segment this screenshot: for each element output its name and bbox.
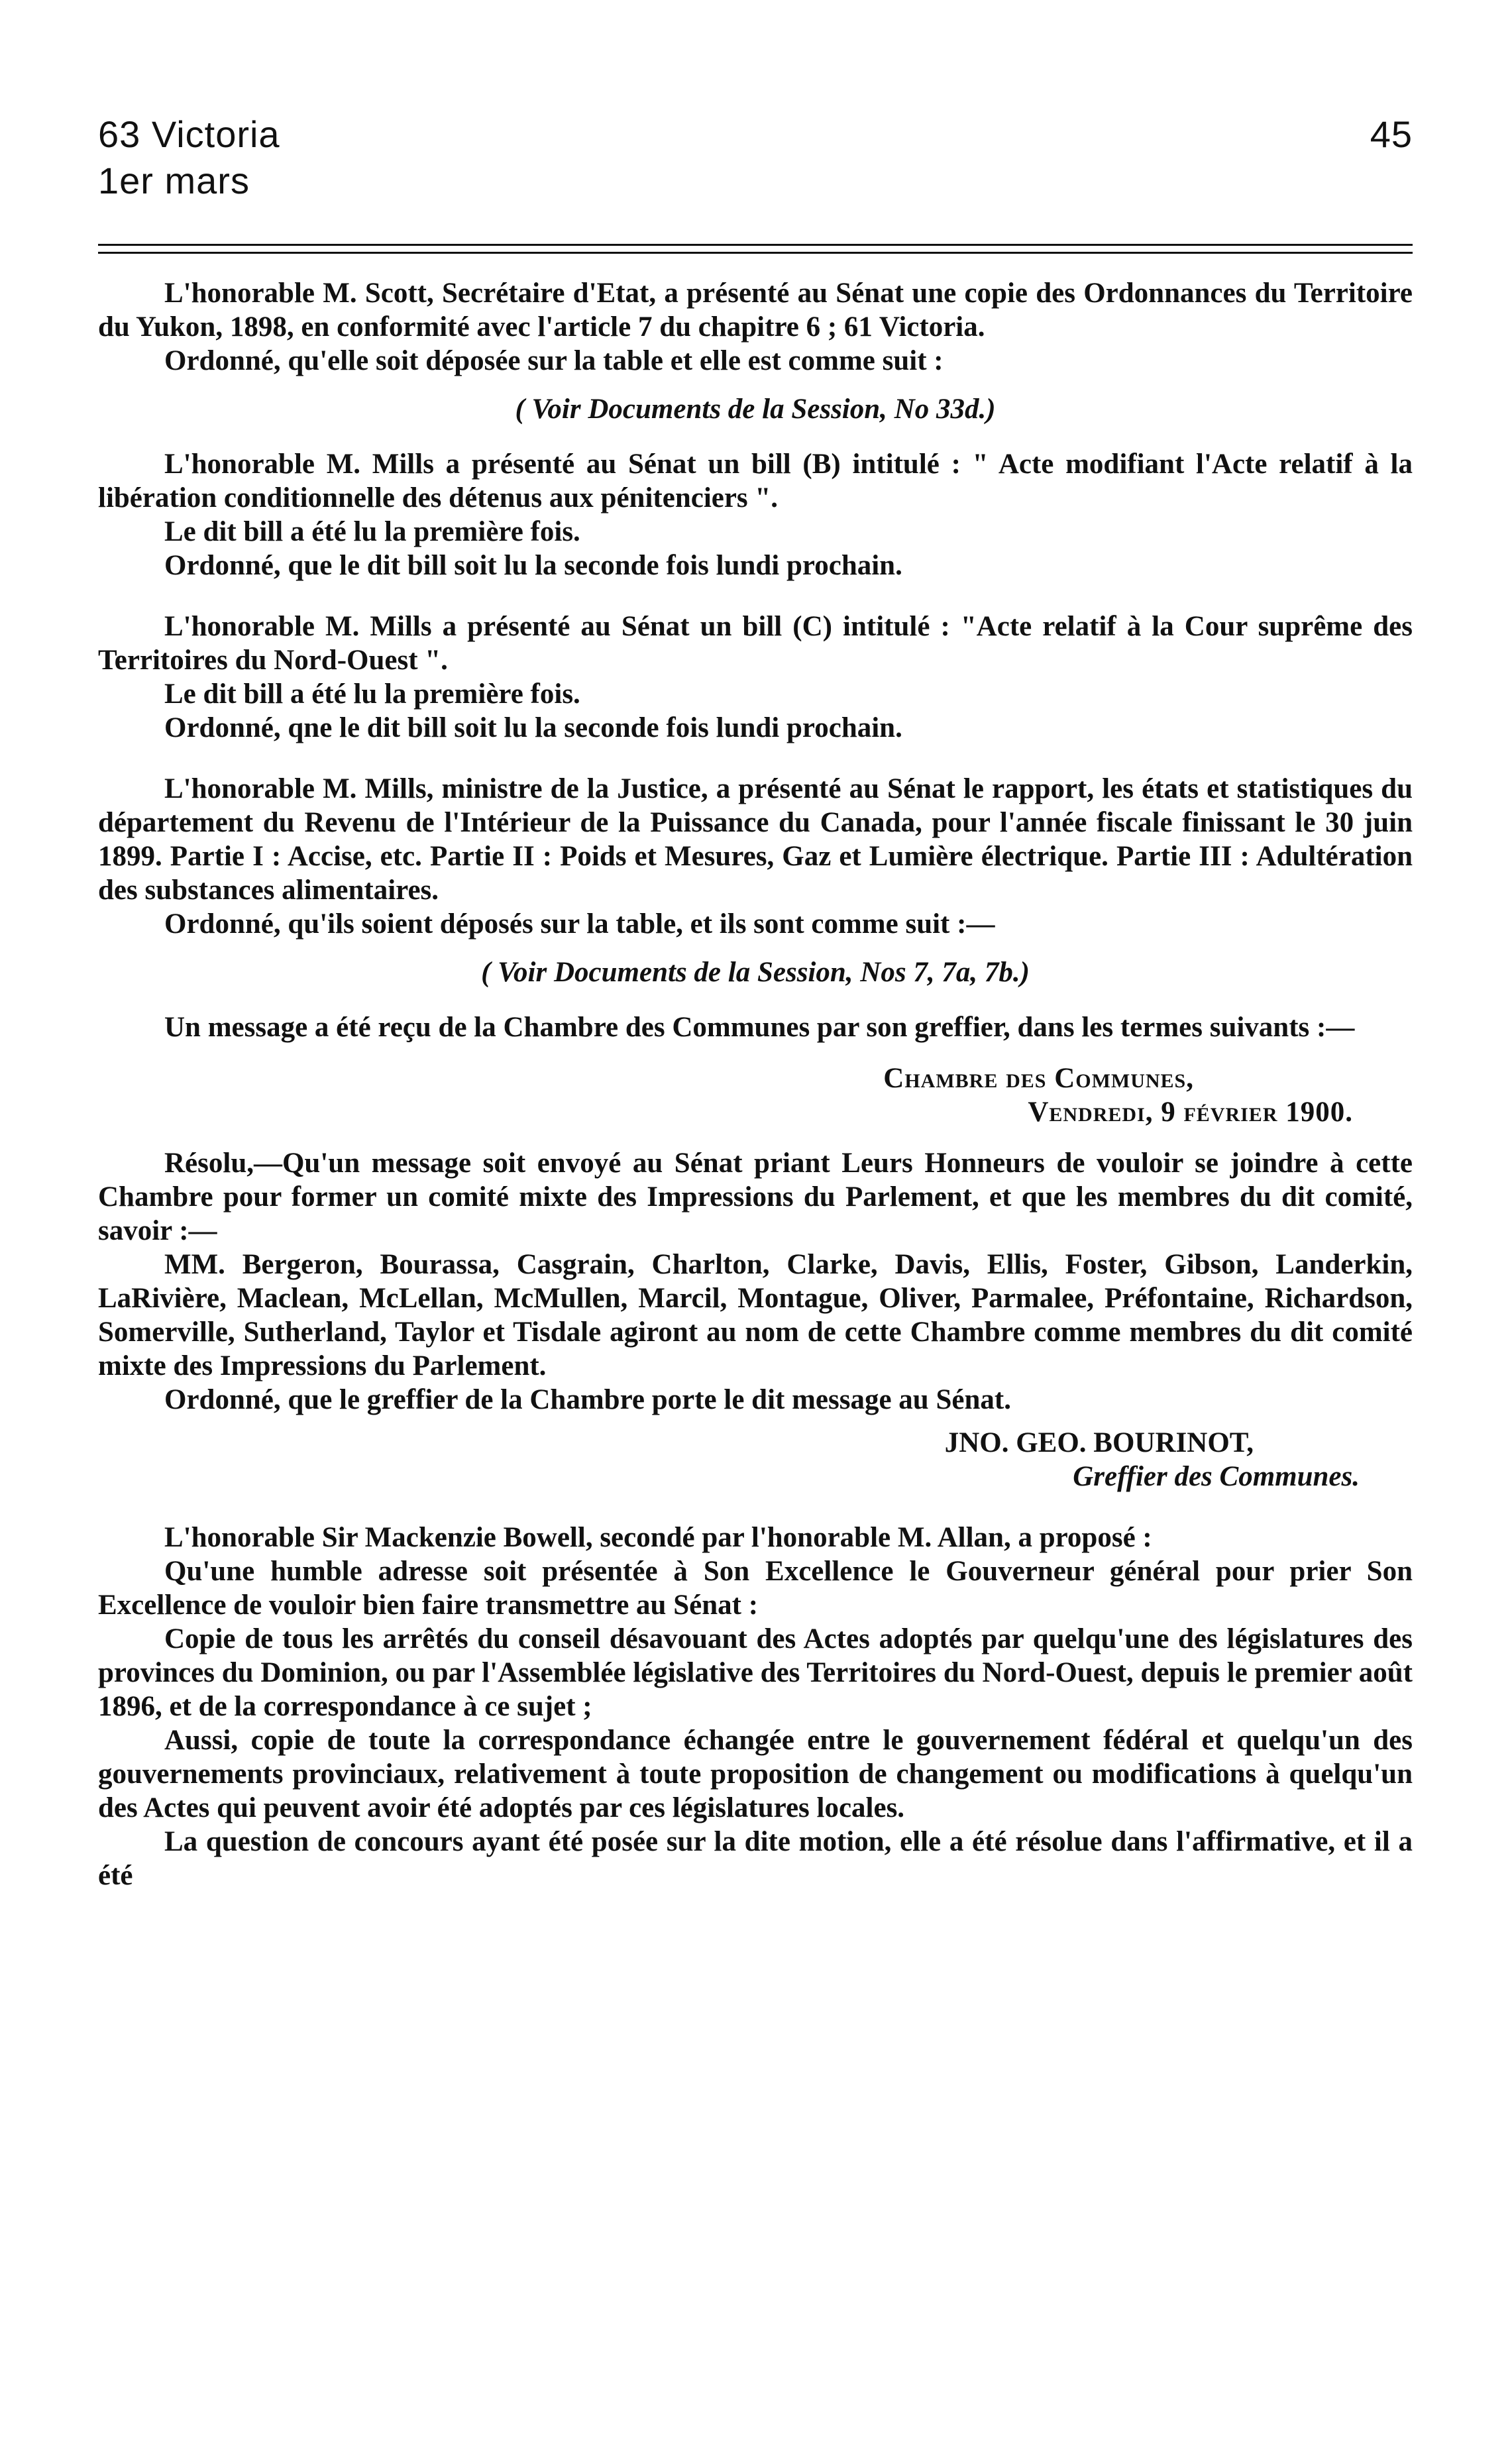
running-header (98, 113, 1413, 159)
chamber-name: Chambre des Communes, (883, 1063, 1194, 1094)
header-date: 1er mars (98, 160, 250, 201)
spacer (98, 582, 1413, 610)
message-heading (98, 1061, 1413, 1129)
paragraph-yukon-ordinances: L'honorable M. Scott, Secrétaire d'Etat, a présenté au Sénat une copie des Ordonnances du Territoire du Yukon, 1898, en conformité avec l'article 7 du chapitre 6 ; 61 Victoria. (98, 278, 1413, 343)
paragraph-bill-c-second-reading: Ordonné, qne le dit bill soit lu la seconde fois lundi prochain. (164, 712, 902, 743)
paragraph-bill-c-first-reading: Le dit bill a été lu la première fois. (164, 678, 580, 710)
header-date-row (98, 159, 1413, 205)
paragraph-resolution: Résolu,—Qu'un message soit envoyé au Sénat priant Leurs Honneurs de vouloir se joindre à cette Chambre pour former un comité mixte des Impressions du Parlement, et que les membres du dit comité, savoir :— (98, 1148, 1413, 1246)
paragraph-bill-c: L'honorable M. Mills a présenté au Sénat un bill (C) intitulé : "Acte relatif à la Cour suprême des Territoires du Nord-Ouest ". (98, 611, 1413, 676)
paragraph-message-received: Un message a été reçu de la Chambre des Communes par son greffier, dans les termes suivants :— (164, 1012, 1355, 1043)
signature-title: Greffier des Communes. (1073, 1461, 1360, 1492)
paragraph-question-resolved: La question de concours ayant été posée sur la dite motion, elle a été résolue dans l'affirmative, et il a été (98, 1826, 1413, 1891)
header-rule-bottom (98, 252, 1413, 254)
paragraph-motion: L'honorable Sir Mackenzie Bowell, secondé par l'honorable M. Allan, a proposé : (164, 1522, 1152, 1553)
spacer (98, 1493, 1413, 1521)
header-rule-top (98, 244, 1413, 246)
spacer (98, 1044, 1413, 1061)
message-date: Vendredi, 9 février 1900. (1028, 1097, 1353, 1128)
paragraph-copy-orders: Copie de tous les arrêtés du conseil désavouant des Actes adoptés par quelqu'une des législatures des provinces du Dominion, ou par l'Assemblée législative des Territoires du Nord-Ouest, depuis le premier août 1896, et de la correspondance à ce sujet ; (98, 1623, 1413, 1722)
header-page-number: 45 (1370, 113, 1413, 155)
session-document-reference: ( Voir Documents de la Session, No 33d.) (515, 394, 996, 425)
document-body (98, 276, 1413, 1892)
paragraph-copy-correspondence: Aussi, copie de toute la correspondance échangée entre le gouvernement fédéral et quelqu'un des gouvernements provinciaux, relativement à toute proposition de changement ou modifications à quelqu'un des Actes qui peuvent avoir été adoptés par ces législatures locales. (98, 1725, 1413, 1823)
paragraph-order-tabled-2: Ordonné, qu'ils soient déposés sur la table, et ils sont comme suit :— (164, 908, 995, 940)
header-volume: 63 Victoria (98, 113, 280, 155)
paragraph-order-message: Ordonné, que le greffier de la Chambre porte le dit message au Sénat. (164, 1384, 1011, 1415)
paragraph-bill-b-second-reading: Ordonné, que le dit bill soit lu la seconde fois lundi prochain. (164, 550, 902, 581)
signature: JNO. GEO. BOURINOT, (944, 1427, 1254, 1458)
paragraph-bill-b-first-reading: Le dit bill a été lu la première fois. (164, 516, 580, 547)
spacer (98, 1129, 1413, 1146)
paragraph-committee-members: MM. Bergeron, Bourassa, Casgrain, Charlton, Clarke, Davis, Ellis, Foster, Gibson, Landerkin, LaRivière, Maclean, McLellan, McMullen, Marcil, Montague, Oliver, Parmalee, Préfontaine, Richardson, Somerville, Sutherland, Taylor et Tisdale agiront au nom de cette Chambre comme membres du dit comité mixte des Impressions du Parlement. (98, 1249, 1413, 1382)
paragraph-order-tabled: Ordonné, qu'elle soit déposée sur la table et elle est comme suit : (164, 345, 944, 376)
session-document-reference-2: ( Voir Documents de la Session, Nos 7, 7a, 7b.) (481, 957, 1030, 988)
paragraph-bill-b: L'honorable M. Mills a présenté au Sénat un bill (B) intitulé : " Acte modifiant l'Acte relatif à la libération conditionnelle des détenus aux pénitenciers ". (98, 449, 1413, 514)
paragraph-address: Qu'une humble adresse soit présentée à Son Excellence le Gouverneur général pour prier Son Excellence de vouloir bien faire transmettre au Sénat : (98, 1556, 1413, 1621)
paragraph-revenue-report: L'honorable M. Mills, ministre de la Justice, a présenté au Sénat le rapport, les états et statistiques du département du Revenu de l'Intérieur de la Puissance du Canada, pour l'année fiscale finissant le 30 juin 1899. Partie I : Accise, etc. Partie II : Poids et Mesures, Gaz et Lumière électrique. Partie III : Adultération des substances alimentaires. (98, 773, 1413, 906)
spacer (98, 745, 1413, 772)
